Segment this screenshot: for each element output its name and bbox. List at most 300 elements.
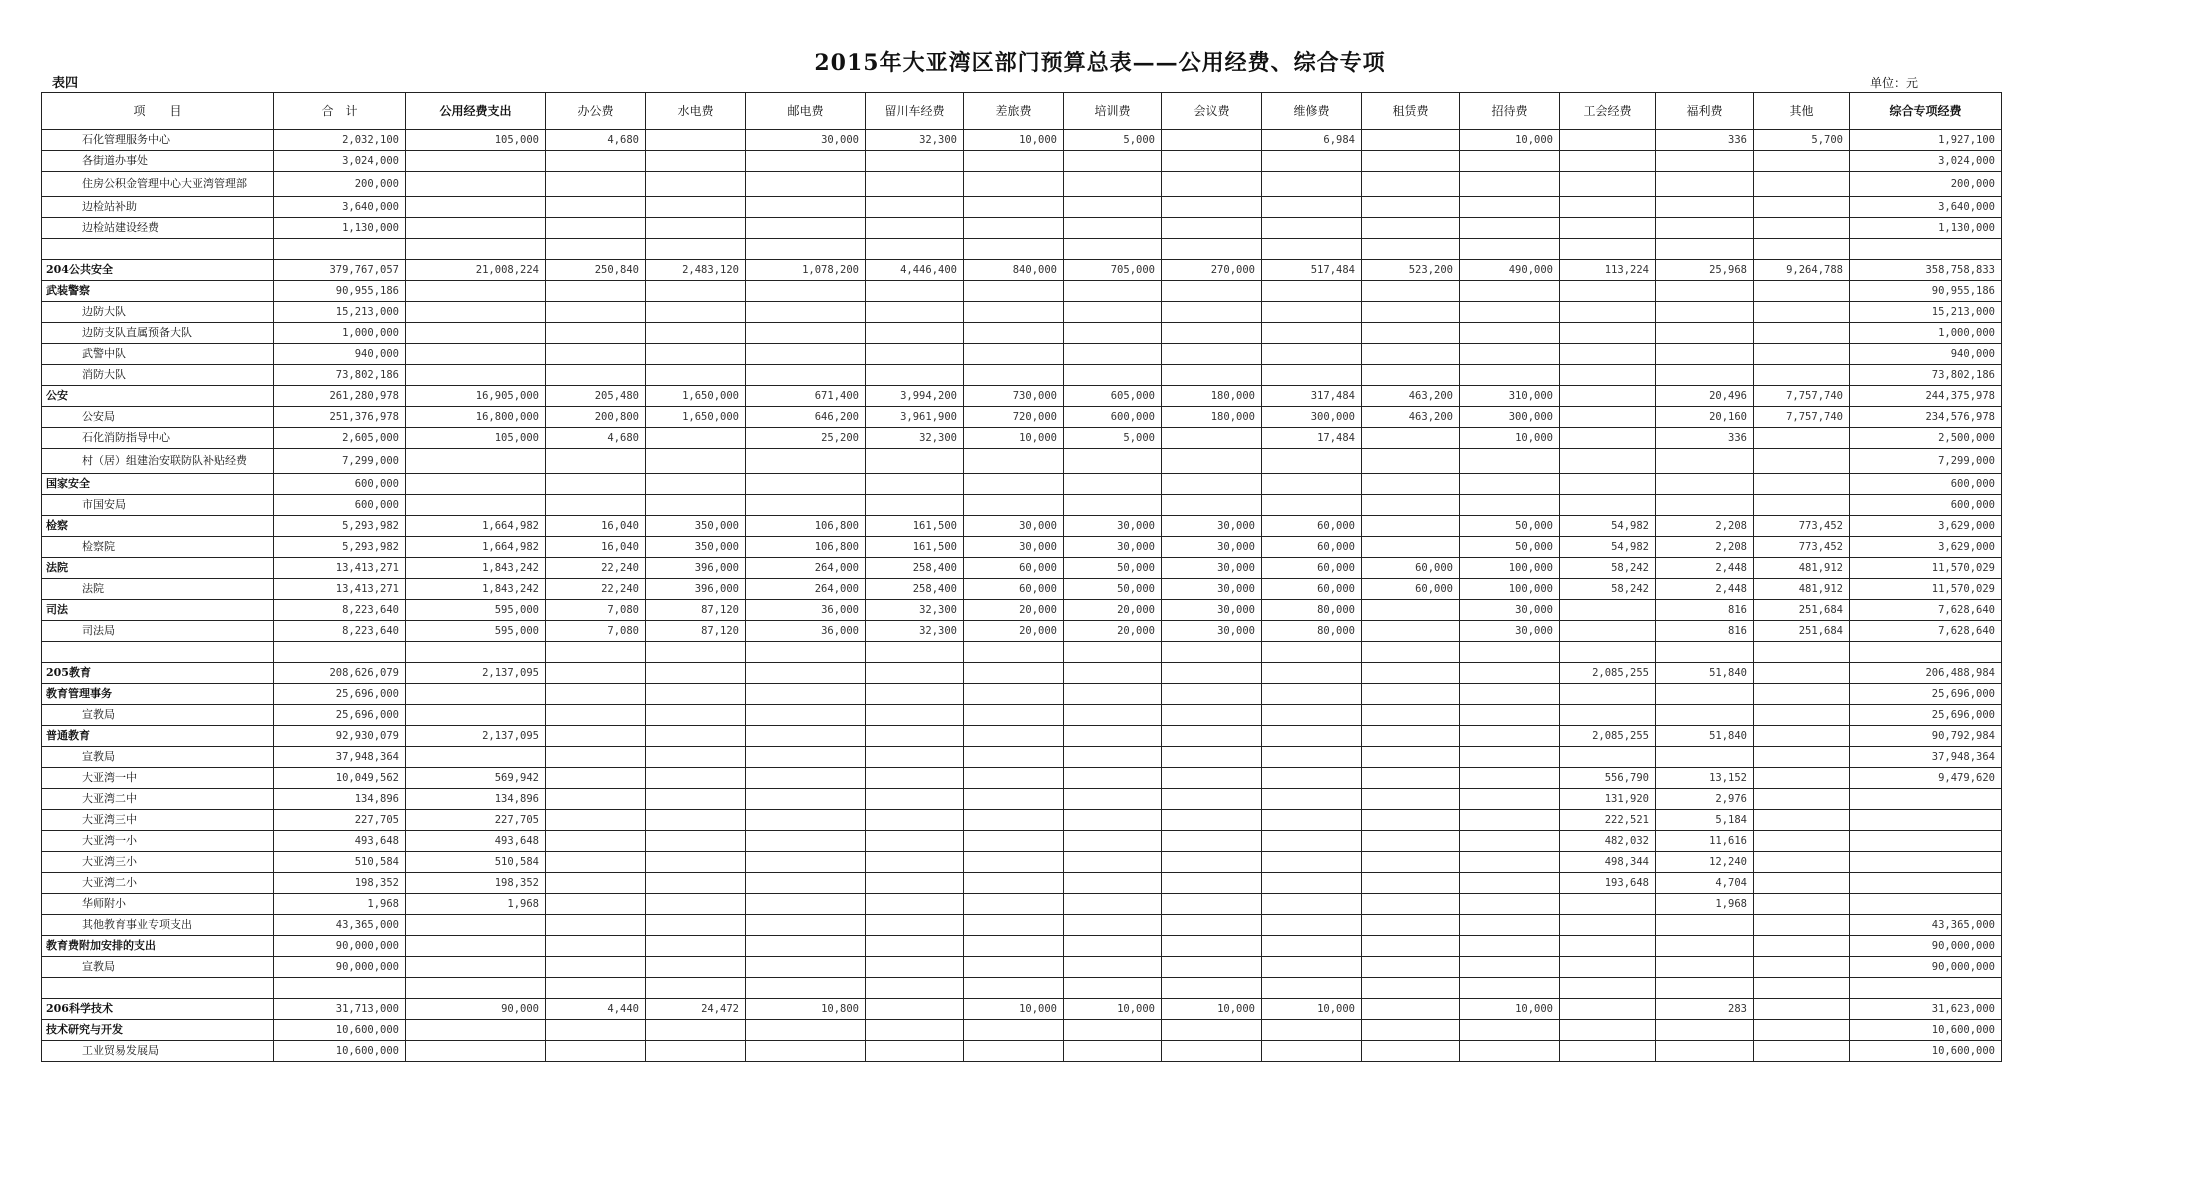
row-value-cell: [646, 978, 746, 999]
row-value-cell: 37,948,364: [274, 747, 406, 768]
row-value-cell: [646, 663, 746, 684]
row-value-cell: [406, 302, 546, 323]
row-value-cell: 7,080: [546, 621, 646, 642]
row-value-cell: [866, 957, 964, 978]
row-value-cell: 10,800: [746, 999, 866, 1020]
row-value-cell: [1064, 789, 1162, 810]
row-value-cell: [1064, 705, 1162, 726]
row-value-cell: [866, 197, 964, 218]
row-value-cell: 30,000: [1162, 600, 1262, 621]
row-value-cell: [1850, 852, 2002, 873]
row-value-cell: 100,000: [1460, 579, 1560, 600]
row-value-cell: [1162, 495, 1262, 516]
row-value-cell: [866, 642, 964, 663]
row-value-cell: 15,213,000: [274, 302, 406, 323]
row-value-cell: [1262, 789, 1362, 810]
row-value-cell: 25,696,000: [274, 684, 406, 705]
row-value-cell: [1850, 831, 2002, 852]
row-value-cell: [1754, 768, 1850, 789]
table-row: [42, 537, 2002, 558]
row-value-cell: 7,628,640: [1850, 600, 2002, 621]
row-value-cell: [964, 302, 1064, 323]
row-value-cell: 10,000: [964, 428, 1064, 449]
row-value-cell: 12,240: [1656, 852, 1754, 873]
row-value-cell: 569,942: [406, 768, 546, 789]
row-value-cell: [1162, 936, 1262, 957]
row-value-cell: [1754, 323, 1850, 344]
table-row: [42, 428, 2002, 449]
row-value-cell: 1,664,982: [406, 537, 546, 558]
row-value-cell: [546, 344, 646, 365]
row-value-cell: [406, 957, 546, 978]
row-value-cell: 4,446,400: [866, 260, 964, 281]
row-value-cell: [1460, 323, 1560, 344]
row-value-cell: 2,085,255: [1560, 663, 1656, 684]
row-value-cell: 2,483,120: [646, 260, 746, 281]
row-value-cell: [1362, 516, 1460, 537]
row-value-cell: [746, 344, 866, 365]
table-row: [42, 130, 2002, 151]
row-value-cell: 43,365,000: [1850, 915, 2002, 936]
row-item-name: 村（居）组建治安联防队补贴经费: [42, 449, 274, 474]
row-item-name: 大亚湾二中: [42, 789, 274, 810]
row-value-cell: 600,000: [1850, 495, 2002, 516]
row-value-cell: [1850, 642, 2002, 663]
row-value-cell: 358,758,833: [1850, 260, 2002, 281]
row-value-cell: [1162, 365, 1262, 386]
row-value-cell: [1460, 302, 1560, 323]
row-value-cell: 2,085,255: [1560, 726, 1656, 747]
column-header: 福利费: [1656, 93, 1754, 130]
row-value-cell: 22,240: [546, 579, 646, 600]
row-value-cell: 25,696,000: [1850, 684, 2002, 705]
row-value-cell: 32,300: [866, 621, 964, 642]
row-item-name: 武警中队: [42, 344, 274, 365]
row-value-cell: [746, 684, 866, 705]
row-value-cell: [1162, 428, 1262, 449]
table-row: [42, 600, 2002, 621]
row-value-cell: [546, 705, 646, 726]
row-value-cell: [646, 172, 746, 197]
row-value-cell: [406, 218, 546, 239]
row-value-cell: [1754, 197, 1850, 218]
row-value-cell: [746, 810, 866, 831]
row-value-cell: 1,927,100: [1850, 130, 2002, 151]
row-value-cell: [1560, 999, 1656, 1020]
row-value-cell: [1754, 705, 1850, 726]
column-header: 办公费: [546, 93, 646, 130]
row-value-cell: [1656, 281, 1754, 302]
row-value-cell: 10,600,000: [274, 1041, 406, 1062]
unit-label: 单位：元: [1870, 76, 1919, 90]
row-value-cell: [1362, 873, 1460, 894]
row-value-cell: [1362, 852, 1460, 873]
row-value-cell: 50,000: [1460, 516, 1560, 537]
row-value-cell: [1162, 810, 1262, 831]
row-value-cell: [1262, 957, 1362, 978]
row-item-name: 武装警察: [42, 281, 274, 302]
row-value-cell: [1656, 1041, 1754, 1062]
row-value-cell: [964, 978, 1064, 999]
row-value-cell: [1064, 747, 1162, 768]
row-value-cell: [406, 747, 546, 768]
row-value-cell: [1064, 323, 1162, 344]
row-value-cell: [1162, 239, 1262, 260]
row-value-cell: 16,905,000: [406, 386, 546, 407]
row-value-cell: [546, 894, 646, 915]
row-value-cell: 9,264,788: [1754, 260, 1850, 281]
row-value-cell: 113,224: [1560, 260, 1656, 281]
row-value-cell: [546, 151, 646, 172]
row-value-cell: [1162, 151, 1262, 172]
row-value-cell: [546, 495, 646, 516]
row-value-cell: 940,000: [1850, 344, 2002, 365]
row-item-name: 教育费附加安排的支出: [42, 936, 274, 957]
row-value-cell: [1460, 642, 1560, 663]
row-value-cell: [964, 172, 1064, 197]
row-value-cell: [964, 957, 1064, 978]
row-value-cell: [1262, 852, 1362, 873]
row-value-cell: [1754, 831, 1850, 852]
table-row: [42, 999, 2002, 1020]
row-item-name: 大亚湾三中: [42, 810, 274, 831]
row-item-name: 华师附小: [42, 894, 274, 915]
row-value-cell: 11,570,029: [1850, 579, 2002, 600]
table-row: [42, 407, 2002, 428]
row-item-name: 法院: [42, 558, 274, 579]
row-value-cell: [1754, 151, 1850, 172]
row-value-cell: 60,000: [1262, 558, 1362, 579]
row-value-cell: [1262, 663, 1362, 684]
row-value-cell: 50,000: [1064, 558, 1162, 579]
row-value-cell: 25,696,000: [274, 705, 406, 726]
row-value-cell: [1162, 197, 1262, 218]
row-value-cell: [746, 197, 866, 218]
table-row: [42, 852, 2002, 873]
table-row: [42, 495, 2002, 516]
row-value-cell: 60,000: [964, 579, 1064, 600]
row-value-cell: 5,293,982: [274, 537, 406, 558]
row-value-cell: [1162, 1020, 1262, 1041]
row-value-cell: 180,000: [1162, 407, 1262, 428]
row-value-cell: [546, 789, 646, 810]
row-value-cell: [746, 642, 866, 663]
row-value-cell: [1460, 1041, 1560, 1062]
row-value-cell: [1560, 218, 1656, 239]
row-value-cell: 1,000,000: [1850, 323, 2002, 344]
row-value-cell: [866, 810, 964, 831]
row-value-cell: 50,000: [1064, 579, 1162, 600]
row-value-cell: 30,000: [1064, 516, 1162, 537]
row-value-cell: [546, 323, 646, 344]
row-value-cell: 720,000: [964, 407, 1064, 428]
row-value-cell: 6,984: [1262, 130, 1362, 151]
row-item-name: 各街道办事处: [42, 151, 274, 172]
row-value-cell: 1,078,200: [746, 260, 866, 281]
row-value-cell: [646, 957, 746, 978]
row-value-cell: [546, 684, 646, 705]
row-value-cell: [1162, 302, 1262, 323]
row-value-cell: 10,049,562: [274, 768, 406, 789]
row-value-cell: [1262, 642, 1362, 663]
row-value-cell: 54,982: [1560, 537, 1656, 558]
row-value-cell: [274, 239, 406, 260]
row-value-cell: 3,640,000: [274, 197, 406, 218]
row-item-name: 边检站建设经费: [42, 218, 274, 239]
row-value-cell: 463,200: [1362, 407, 1460, 428]
row-value-cell: [1460, 747, 1560, 768]
row-value-cell: 20,000: [1064, 600, 1162, 621]
row-value-cell: [1262, 747, 1362, 768]
column-header: 项 目: [42, 93, 274, 130]
row-value-cell: 490,000: [1460, 260, 1560, 281]
row-value-cell: 37,948,364: [1850, 747, 2002, 768]
row-value-cell: [1064, 151, 1162, 172]
row-value-cell: 58,242: [1560, 558, 1656, 579]
row-value-cell: 300,000: [1460, 407, 1560, 428]
row-value-cell: 10,000: [1460, 428, 1560, 449]
row-value-cell: 90,000: [406, 999, 546, 1020]
row-value-cell: 600,000: [1064, 407, 1162, 428]
row-value-cell: [1362, 978, 1460, 999]
row-value-cell: 517,484: [1262, 260, 1362, 281]
table-row: [42, 726, 2002, 747]
row-value-cell: [1262, 302, 1362, 323]
row-value-cell: [866, 239, 964, 260]
table-row: [42, 747, 2002, 768]
column-header: 留川车经费: [866, 93, 964, 130]
row-value-cell: [1754, 789, 1850, 810]
row-value-cell: 60,000: [1362, 579, 1460, 600]
row-item-name: 宣教局: [42, 747, 274, 768]
row-value-cell: [646, 768, 746, 789]
row-value-cell: [1560, 936, 1656, 957]
row-value-cell: [406, 1041, 546, 1062]
row-value-cell: [866, 915, 964, 936]
row-item-name: 大亚湾三小: [42, 852, 274, 873]
row-value-cell: [1064, 810, 1162, 831]
row-value-cell: [1460, 172, 1560, 197]
row-value-cell: 264,000: [746, 579, 866, 600]
row-value-cell: [1754, 663, 1850, 684]
row-value-cell: [1754, 344, 1850, 365]
row-value-cell: 816: [1656, 621, 1754, 642]
row-value-cell: 30,000: [1162, 621, 1262, 642]
row-value-cell: [1754, 747, 1850, 768]
row-value-cell: [746, 894, 866, 915]
row-value-cell: 1,130,000: [274, 218, 406, 239]
row-value-cell: [1362, 663, 1460, 684]
row-value-cell: 16,040: [546, 516, 646, 537]
row-value-cell: [646, 281, 746, 302]
row-value-cell: [1754, 428, 1850, 449]
row-value-cell: [964, 365, 1064, 386]
row-item-name: 其他教育事业专项支出: [42, 915, 274, 936]
row-value-cell: [1064, 1020, 1162, 1041]
row-value-cell: [1656, 684, 1754, 705]
row-value-cell: [964, 894, 1064, 915]
row-value-cell: [1362, 600, 1460, 621]
row-value-cell: 32,300: [866, 130, 964, 151]
row-value-cell: [1262, 936, 1362, 957]
row-value-cell: 90,955,186: [1850, 281, 2002, 302]
row-value-cell: [964, 768, 1064, 789]
row-value-cell: 30,000: [746, 130, 866, 151]
row-value-cell: [1162, 130, 1262, 151]
row-value-cell: [1362, 936, 1460, 957]
row-value-cell: [1064, 663, 1162, 684]
row-value-cell: [646, 642, 746, 663]
row-value-cell: 51,840: [1656, 726, 1754, 747]
table-row: [42, 365, 2002, 386]
row-value-cell: 10,000: [1460, 130, 1560, 151]
row-value-cell: 2,976: [1656, 789, 1754, 810]
row-value-cell: [1560, 474, 1656, 495]
row-value-cell: [1362, 789, 1460, 810]
row-value-cell: [1850, 789, 2002, 810]
row-value-cell: [1362, 344, 1460, 365]
row-value-cell: 10,000: [1262, 999, 1362, 1020]
row-item-name: 消防大队: [42, 365, 274, 386]
row-value-cell: 493,648: [274, 831, 406, 852]
row-value-cell: [866, 789, 964, 810]
row-value-cell: [1064, 915, 1162, 936]
row-value-cell: 30,000: [1162, 516, 1262, 537]
row-value-cell: 105,000: [406, 130, 546, 151]
row-value-cell: 3,629,000: [1850, 537, 2002, 558]
row-value-cell: [1656, 495, 1754, 516]
row-value-cell: 5,293,982: [274, 516, 406, 537]
row-value-cell: [1262, 726, 1362, 747]
table-row: [42, 873, 2002, 894]
row-value-cell: [866, 474, 964, 495]
row-value-cell: [1460, 449, 1560, 474]
row-value-cell: [1656, 302, 1754, 323]
table-row: [42, 1041, 2002, 1062]
row-value-cell: [406, 705, 546, 726]
row-value-cell: [1850, 239, 2002, 260]
row-value-cell: 20,160: [1656, 407, 1754, 428]
row-value-cell: 90,000,000: [274, 957, 406, 978]
row-value-cell: [1656, 239, 1754, 260]
row-value-cell: [1560, 197, 1656, 218]
table-row: [42, 449, 2002, 474]
row-value-cell: 51,840: [1656, 663, 1754, 684]
row-value-cell: [546, 197, 646, 218]
row-value-cell: [1262, 915, 1362, 936]
row-value-cell: [646, 810, 746, 831]
row-value-cell: 87,120: [646, 600, 746, 621]
row-value-cell: [546, 302, 646, 323]
row-value-cell: [1656, 344, 1754, 365]
row-value-cell: [1754, 915, 1850, 936]
row-value-cell: [1460, 894, 1560, 915]
row-value-cell: [1460, 1020, 1560, 1041]
row-value-cell: 3,024,000: [274, 151, 406, 172]
row-value-cell: 773,452: [1754, 516, 1850, 537]
row-value-cell: [1362, 915, 1460, 936]
table-row: [42, 1020, 2002, 1041]
row-value-cell: [1262, 344, 1362, 365]
row-value-cell: 90,000,000: [1850, 936, 2002, 957]
row-value-cell: [1262, 705, 1362, 726]
row-value-cell: [1656, 197, 1754, 218]
row-item-name: 住房公积金管理中心大亚湾管理部: [42, 172, 274, 197]
row-value-cell: [1656, 978, 1754, 999]
column-header: 培训费: [1064, 93, 1162, 130]
row-value-cell: [1262, 449, 1362, 474]
row-value-cell: [1460, 281, 1560, 302]
row-value-cell: 3,994,200: [866, 386, 964, 407]
row-value-cell: 105,000: [406, 428, 546, 449]
row-value-cell: 30,000: [1162, 558, 1262, 579]
row-value-cell: 10,000: [1460, 999, 1560, 1020]
row-value-cell: 258,400: [866, 558, 964, 579]
row-value-cell: 3,961,900: [866, 407, 964, 428]
row-value-cell: [746, 281, 866, 302]
column-header: 水电费: [646, 93, 746, 130]
row-value-cell: 498,344: [1560, 852, 1656, 873]
row-value-cell: [1262, 323, 1362, 344]
row-value-cell: [1460, 873, 1560, 894]
row-value-cell: [646, 936, 746, 957]
row-value-cell: [1362, 957, 1460, 978]
row-value-cell: [1754, 172, 1850, 197]
row-value-cell: [746, 218, 866, 239]
row-value-cell: 336: [1656, 130, 1754, 151]
row-value-cell: 87,120: [646, 621, 746, 642]
row-value-cell: [1262, 978, 1362, 999]
table-row: [42, 260, 2002, 281]
row-value-cell: 7,757,740: [1754, 407, 1850, 428]
row-value-cell: 200,000: [274, 172, 406, 197]
row-value-cell: [866, 726, 964, 747]
row-value-cell: [1162, 323, 1262, 344]
row-value-cell: [1162, 218, 1262, 239]
row-value-cell: 5,000: [1064, 428, 1162, 449]
row-value-cell: [1850, 873, 2002, 894]
row-value-cell: 180,000: [1162, 386, 1262, 407]
row-value-cell: [964, 323, 1064, 344]
table-row: [42, 386, 2002, 407]
row-value-cell: [1064, 831, 1162, 852]
row-value-cell: 4,440: [546, 999, 646, 1020]
row-value-cell: [546, 474, 646, 495]
row-value-cell: [1064, 474, 1162, 495]
row-value-cell: [546, 642, 646, 663]
row-value-cell: [1064, 302, 1162, 323]
row-value-cell: [406, 197, 546, 218]
row-value-cell: 90,955,186: [274, 281, 406, 302]
row-value-cell: [1362, 1041, 1460, 1062]
row-value-cell: 10,600,000: [1850, 1041, 2002, 1062]
row-value-cell: [274, 642, 406, 663]
row-value-cell: 60,000: [964, 558, 1064, 579]
row-value-cell: [646, 831, 746, 852]
row-value-cell: 481,912: [1754, 558, 1850, 579]
row-value-cell: 251,684: [1754, 621, 1850, 642]
row-value-cell: [1560, 600, 1656, 621]
row-value-cell: [1754, 894, 1850, 915]
row-value-cell: [964, 197, 1064, 218]
row-value-cell: [546, 726, 646, 747]
row-value-cell: 2,137,095: [406, 663, 546, 684]
row-value-cell: [964, 705, 1064, 726]
row-value-cell: 60,000: [1262, 537, 1362, 558]
row-value-cell: 20,496: [1656, 386, 1754, 407]
row-value-cell: 80,000: [1262, 600, 1362, 621]
row-value-cell: [866, 978, 964, 999]
